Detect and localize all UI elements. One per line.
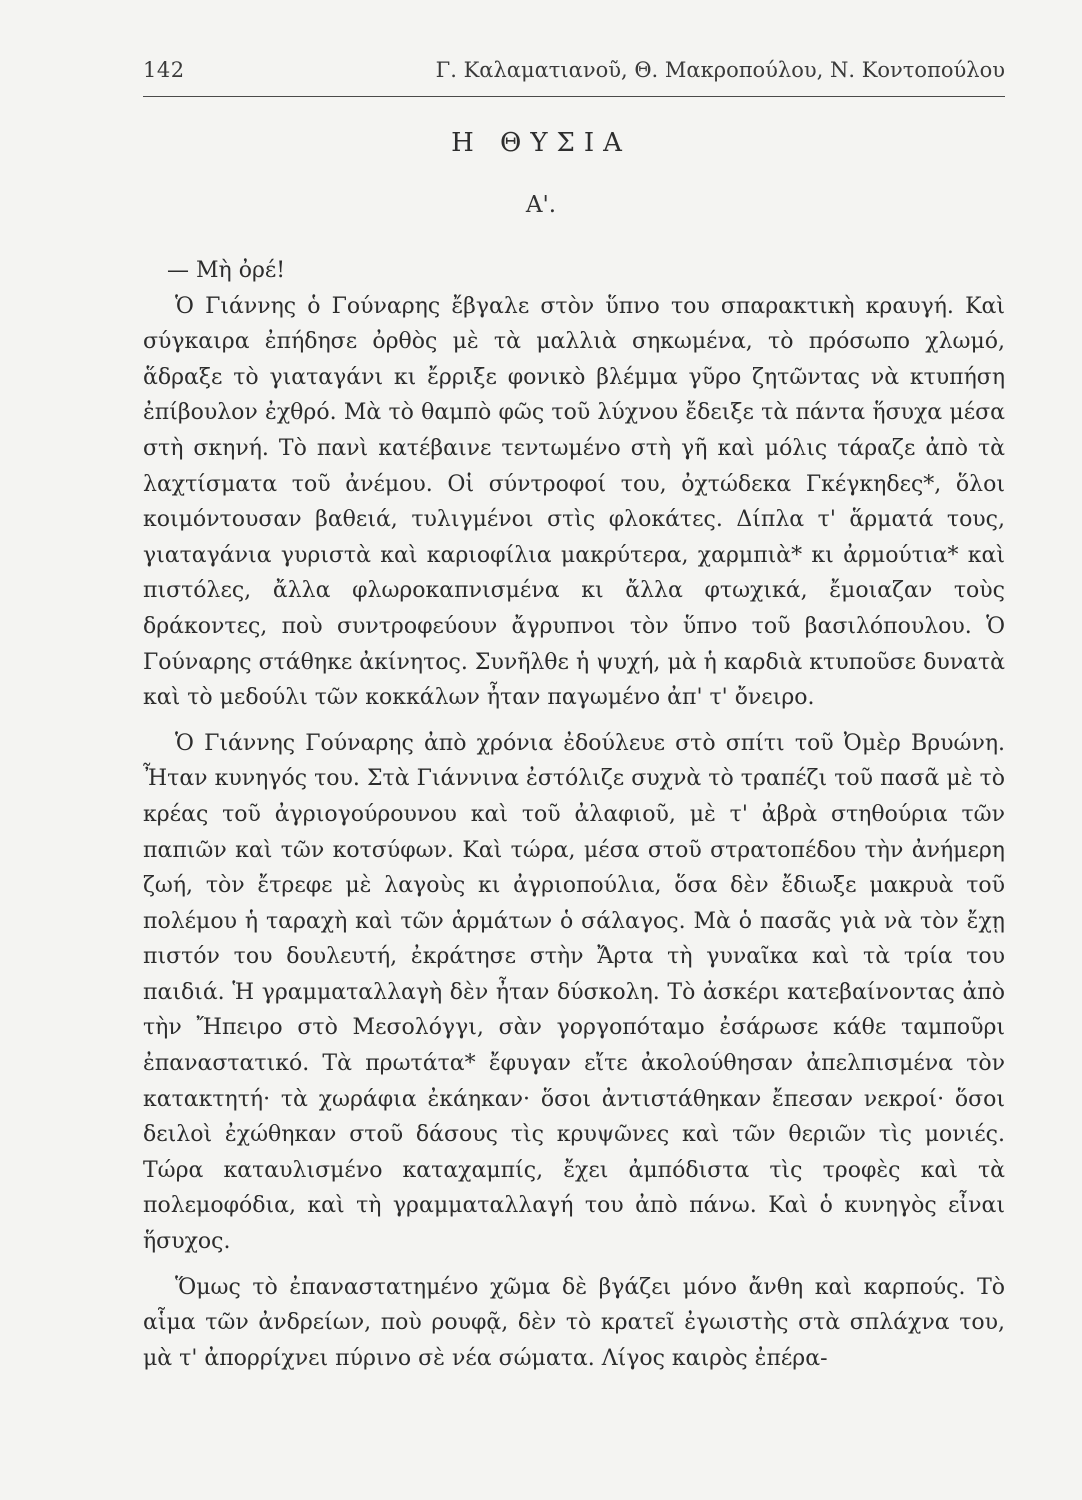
story-title: Η ΘΥΣΙΑ [451, 128, 631, 158]
dialogue-line: — Μὴ ὀρέ! [167, 258, 286, 283]
chapter-number: Α'. [525, 192, 557, 218]
paragraph-2: Ὁ Γιάννης Γούναρης ἀπὸ χρόνια ἐδούλευε στὸ σπίτι τοῦ Ὀμὲρ Βρυώνη. Ἦταν κυνηγός του. Στὰ Γιάννινα ἐστόλιζε συχνὰ τὸ τραπέζι τοῦ πασᾶ μὲ τὸ κρέας τοῦ ἀγριογούρουνου καὶ τοῦ ἀλαφιοῦ, μὲ τ' ἀβρὰ στηθούρια τῶν παπιῶν καὶ τῶν κοτσύφων. Καὶ τώρα, μέσα στοῦ στρατοπέδου τὴν ἀνήμερη ζωή, τὸν ἔτρεφε μὲ λαγοὺς κι ἀγριοπούλια, ὅσα δὲν ἔδιωξε μακρυὰ τοῦ πολέμου ἡ ταραχὴ καὶ τῶν ἁρμάτων ὁ σάλαγος. Μὰ ὁ πασᾶς γιὰ νὰ τὸν ἔχῃ πιστόν του δουλευτή, ἐκράτησε στὴν Ἄρτα τὴ γυναῖκα καὶ τὰ τρία του παιδιά. Ἡ γραμματαλλαγὴ δὲν ἦταν δύσκολη. Τὸ ἀσκέρι κατεβαίνοντας ἀπὸ τὴν Ἤπειρο στὸ Μεσολόγγι, σὰν γοργοπόταμο ἐσάρωσε κάθε ταμποῦρι ἐπαναστατικό. Τὰ πρωτάτα* ἔφυγαν εἴτε ἀκολούθησαν ἀπελπισμένα τὸν κατακτητή· τὰ χωράφια ἐκάηκαν· ὅσοι ἀντιστάθηκαν ἔπεσαν νεκροί· ὅσοι δειλοὶ ἐχώθηκαν στοῦ δάσους τὶς κρυψῶνες καὶ τῶν θεριῶν τὶς μονιές. Τώρα καταυλισμένο καταχαμπίς, ἔχει ἀμπόδιστα τὶς τροφὲς καὶ τὰ πολεμοφόδια, καὶ τὴ γραμματαλλαγή του ἀπὸ πάνω. Καὶ ὁ κυνηγὸς εἶναι ἥσυχος. [143, 730, 1005, 1255]
page-number: 142 [143, 58, 185, 82]
body-text [143, 253, 1005, 1376]
paragraph-3: Ὅμως τὸ ἐπαναστατημένο χῶμα δὲ βγάζει μόνο ἄνθη καὶ καρπούς. Τὸ αἷμα τῶν ἀνδρείων, ποὺ ρουφᾷ, δὲν τὸ κρατεῖ ἐγωιστὴς στὰ σπλάχνα του, μὰ τ' ἀπορρίχνει πύρινο σὲ νέα σώματα. Λίγος καιρὸς ἐπέρα- [143, 1274, 1005, 1371]
running-head [143, 58, 1005, 88]
running-head-authors: Γ. Καλαματιανοῦ, Θ. Μακροπούλου, Ν. Κοντοπούλου [435, 58, 1005, 82]
paragraph-1: Ὁ Γιάννης ὁ Γούναρης ἔβγαλε στὸν ὕπνο του σπαρακτικὴ κραυγή. Καὶ σύγκαιρα ἐπήδησε ὀρθὸς μὲ τὰ μαλλιὰ σηκωμένα, τὸ πρόσωπο χλωμό, ἅδραξε τὸ γιαταγάνι κι ἔρριξε φονικὸ βλέμμα γῦρο ζητῶντας νὰ κτυπήση ἐπίβουλον ἐχθρό. Μὰ τὸ θαμπὸ φῶς τοῦ λύχνου ἔδειξε τὰ πάντα ἥσυχα μέσα στὴ σκηνή. Τὸ πανὶ κατέβαινε τεντωμένο στὴ γῆ καὶ μόλις τάραζε ἀπὸ τὰ λαχτίσματα τοῦ ἀνέμου. Οἱ σύντροφοί του, ὀχτώδεκα Γκέγκηδες*, ὅλοι κοιμόντουσαν βαθειά, τυλιγμένοι στὶς φλοκάτες. Δίπλα τ' ἅρματά τους, γιαταγάνια γυριστὰ καὶ καριοφίλια μακρύτερα, χαρμπιὰ* κι ἀρμούτια* καὶ πιστόλες, ἄλλα φλωροκαπνισμένα κι ἄλλα φτωχικά, ἔμοιαζαν τοὺς δράκοντες, ποὺ συντροφεύουν ἄγρυπνοι τὸν ὕπνο τοῦ βασιλόπουλου. Ὁ Γούναρης στάθηκε ἀκίνητος. Συνῆλθε ἡ ψυχή, μὰ ἡ καρδιὰ κτυποῦσε δυνατὰ καὶ τὸ μεδούλι τῶν κοκκάλων ἦταν παγωμένο ἀπ' τ' ὄνειρο. [143, 293, 1005, 711]
header-rule [143, 96, 1005, 97]
